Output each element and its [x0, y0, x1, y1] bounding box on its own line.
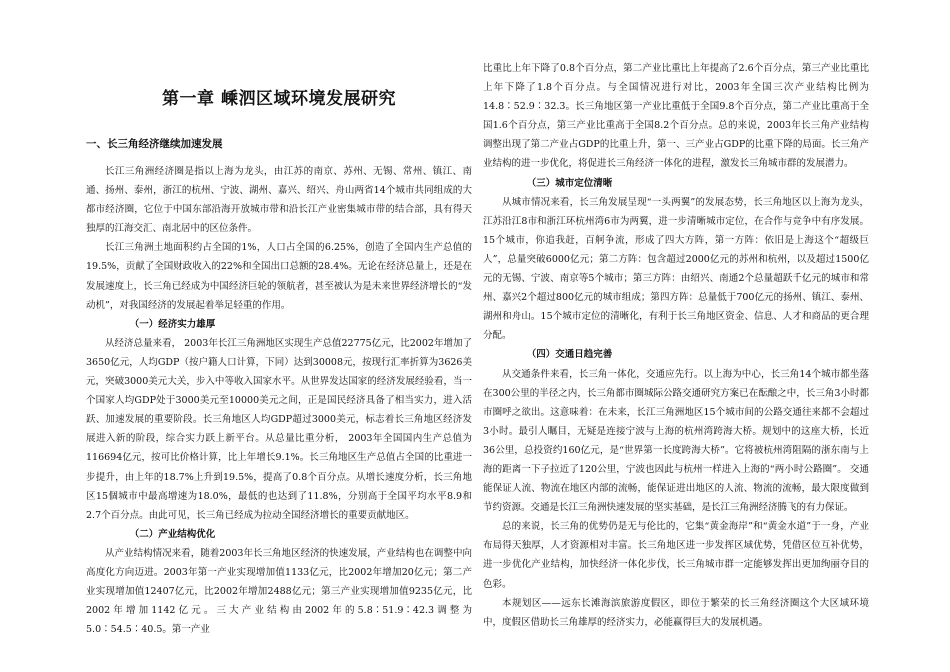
- subsection-heading-2: （二）产业结构优化: [129, 528, 216, 540]
- right-flow: [483, 59, 869, 632]
- subsection-2-body-left: 从产业结构情况来看，随着2003年长三角地区经济的快速发展，产业结构也在调整中向高度化方向迈进。2003年第一产业实现增加值1133亿元，比2002年增加20亿元；第二产业实现增加值12407亿元，比2002年增加2488亿元；第三产业实现增加值9235亿元，比2002年增加1142亿元。三大产业结构由2002年的5.8∶51.9∶42.3调整为5.0∶54.5∶40.5。第一产业: [86, 547, 472, 636]
- subsection-2-body-right: 比重比上年下降了0.8个百分点，第二产业比重比上年提高了2.6个百分点，第三产业比重比上年下降了1.8个百分点。与全国情况进行对比，2003年全国三次产业结构比例为14.8∶52.9∶32.3。长三角地区第一产业比重低于全国9.8个百分点，第二产业比重高于全国1.6个百分点，第三产业比重高于全国8.2个百分点。总的来说，2003年长三角产业结构调整出现了第二产业占GDP的比重上升，第一、三产业占GDP的比重下降的局面。长三角产业结构的进一步优化，将促进长三角经济一体化的进程，激发长三角城市群的发展潜力。: [483, 63, 869, 170]
- subsection-heading-1: （一）经济实力雄厚: [129, 318, 216, 330]
- subsection-4-body-2: 总的来说，长三角的优势仍是无与伦比的，它集“黄金海岸”和“黄金水道”于一身，产业布局得天独厚，人才资源相对丰富。长三角地区进一步发挥区域优势，凭借区位互补优势，进一步优化产业结构，加快经济一体化步伐，长三角城市群一定能够发挥出更加绚丽夺目的色彩。: [483, 521, 869, 590]
- subsection-3-body: 从城市情况来看，长三角发展呈现“一头两翼”的发展态势，长三角地区以上海为龙头，江苏沿江8市和浙江环杭州湾6市为两翼，进一步清晰城市定位，在合作与竞争中有序发展。15个城市，你追我赶，百舸争流，形成了四大方阵，第一方阵：依旧是上海这个“超级巨人”，总量突破6000亿元；第二方阵：包含超过2000亿元的苏州和杭州，以及超过1500亿元的无锡、宁波、南京等5个城市；第三方阵：由绍兴、南通2个总量超跃千亿元的城市和常州、嘉兴2个超过800亿元的城市组成；第四方阵：总量低于700亿元的扬州、镇江、泰州、湖州和舟山。15个城市定位的清晰化，有利于长三角地区资金、信息、人才和商品的更合理分配。: [483, 196, 869, 342]
- subsection-4-body-1: 从交通条件来看，长三角一体化，交通应先行。以上海为中心，长三角14个城市都坐落在300公里的半径之内，长三角都市圈城际公路交通研究方案已在酝酿之中，长三角3小时都市圈呼之欲出。这意味着：在未来，长江三角洲地区15个城市间的公路交通往来都不会超过3小时。最引人瞩目，无疑是连接宁波与上海的杭州湾跨海大桥。规划中的这座大桥，长近36公里，总投资约160亿元，是“世界第一长度跨海大桥”。它将被杭州湾阻隔的浙东南与上海的距离一下子拉近了120公里，宁波也因此与杭州一样进入上海的“两小时公路圈”。 交通能保证人流、物流在地区内部的流畅，能保证进出地区的人流、物流的流畅，最大限度做到节约资源。交通是长江三角洲快速发展的坚实基础，是长江三角洲经济腾飞的有力保证。: [483, 368, 869, 514]
- subsection-heading-4: （四）交通日趋完善: [526, 349, 613, 361]
- chapter-title: 第一章 嵊泗区域环境发展研究: [162, 89, 396, 109]
- left-flow: [86, 135, 472, 639]
- intro-paragraph-2: 长江三角洲土地面积约占全国的1%，人口占全国的6.25%，创造了全国内生产总值的19.5%，贡献了全国财政收入的22%和全国出口总额的28.4%。无论在经济总量上，还是在发展速度上，长三角已经成为中国经济巨轮的领航者，甚至被认为是未来世界经济增长的“发动机”，对我国经济的发展起着举足轻重的作用。: [86, 242, 472, 311]
- subsection-4-body-3: 本规划区——远东长滩海滨旅游度假区，即位于繁荣的长三角经济圈这个大区域环境中，度假区借助长三角雄厚的经济实力，必能赢得巨大的发展机遇。: [483, 597, 869, 628]
- intro-paragraph-1: 长江三角洲经济圈是指以上海为龙头，由江苏的南京、苏州、无锡、常州、镇江、南通、扬州、泰州，浙江的杭州、宁波、湖州、嘉兴、绍兴、舟山两省14个城市共同组成的大都市经济圈，它位于中国东部沿海开放城市带和沿长江产业密集城市带的结合部，具有得天独厚的江海交汇、南北居中的区位条件。: [86, 166, 472, 235]
- subsection-heading-3: （三）城市定位清晰: [526, 177, 613, 189]
- section-heading: 一、长三角经济继续加速发展: [86, 138, 223, 150]
- subsection-1-body: 从经济总量来看， 2003年长江三角洲地区实现生产总值22775亿元，比2002年增加了3650亿元，人均GDP（按户籍人口计算，下同）达到30008元，按现行汇率折算为3626美元，突破3000美元大关，步入中等收入国家水平。从世界发达国家的经济发展经验看，当一个国家人均GDP处于3000美元至10000美元之间，正是国民经济具备了相当实力，进入活跃、加速发展的重要阶段。长三角地区人均GDP超过3000美元，标志着长三角地区经济发展进入新的阶段，综合实力跃上新平台。从总量比重分析， 2003年全国国内生产总值为116694亿元，按可比价格计算，比上年增长9.1%。长三角地区生产总值占全国的比重进一步提升，由上年的18.7%上升到19.5%，提高了0.8个百分点。从增长速度分析，长三角地区15個城市中最高增速为18.0%，最低的也达到了11.8%，分别高于全国平均水平8.9和2.7个百分点。由此可见，长三角已经成为拉动全国经济增长的重要贡献地区。: [86, 337, 472, 521]
